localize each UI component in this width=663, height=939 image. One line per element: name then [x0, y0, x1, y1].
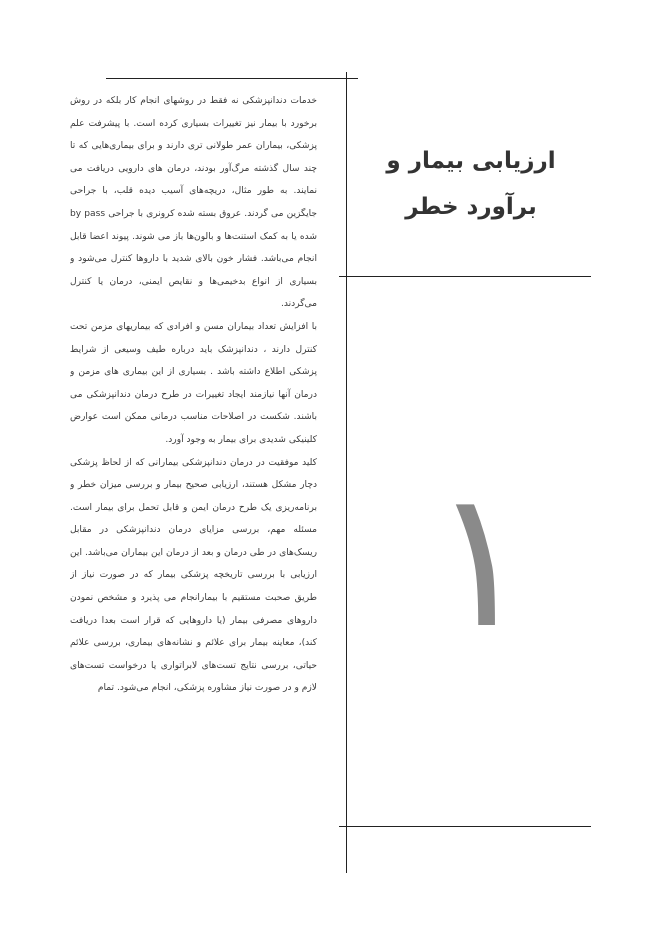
chapter-title: [366, 138, 576, 230]
chapter-number: ۱: [430, 449, 533, 670]
top-rule: [106, 78, 358, 79]
bottom-rule: [339, 826, 591, 827]
chapter-title-line-1: ارزیابی بیمار و: [386, 148, 556, 174]
title-bottom-rule: [339, 276, 591, 277]
body-paragraph-2: با افزایش تعداد بیماران مسن و افرادی که بیماریهای مزمن تحت کنترل دارند ، دندانپزشک باید درباره طیف وسیعی از شرایط پزشکی اطلاع داشته باشد . بسیاری از این بیماری های مزمن و درمان آنها نیازمند ایجاد تغییرات در طرح درمان دندانپزشکی می باشند. شکست در اصلاحات مناسب درمانی ممکن است عوارض کلینیکی شدیدی برای بیمار به وجود آورد.: [70, 321, 317, 445]
chapter-title-line-2: برآورد خطر: [405, 194, 537, 220]
body-text: [70, 90, 317, 880]
body-paragraph-1: خدمات دندانپزشکی نه فقط در روشهای انجام کار بلکه در روش برخورد با بیمار نیز تغییرات بسیاری کرده است. با پیشرفت علم پزشکی، بیماران عمر طولانی تری دارند و برای بیماری‌هایی که تا چند سال گذشته مرگ‌آور بودند، درمان های دارویی دریافت می نمایند. به طور مثال، دریچه‌های آسیب دیده قلب، با جراحی جایگزین می گردند. عروق بسته شده کرونری با جراحی by pass شده یا به کمک استنت‌ها و بالون‌ها باز می شوند. پیوند اعضا قابل انجام می‌باشد. فشار خون بالای شدید با داروها کنترل می‌شود و بسیاری از انواع بدخیمی‌ها و نقایص ایمنی، درمان یا کنترل می‌گردند.: [70, 96, 317, 310]
column-divider: [346, 72, 347, 873]
body-paragraph-3: کلید موفقیت در درمان دندانپزشکی بیمارانی که از لحاظ پزشکی دچار مشکل هستند، ارزیابی صحیح بیمار و بررسی میزان خطر و برنامه‌ریزی یک طرح درمان ایمن و قابل تحمل برای بیمار است. مسئله مهم، بررسی مزایای درمان دندانپزشکی در مقابل ریسک‌های در طی درمان و بعد از درمان این بیماران می‌باشد. این ارزیابی با بررسی تاریخچه پزشکی بیمار که در صورت نیاز از طریق صحبت مستقیم با بیمارانجام می پذیرد و مشخص نمودن داروهای مصرفی بیمار (یا داروهایی که قرار است بعدا دریافت کند)، معاینه بیمار برای علائم و نشانه‌های بیماری، بررسی علائم حیاتی، بررسی نتایج تست‌های لابراتواری یا درخواست تست‌های لازم و در صورت نیاز مشاوره پزشکی، انجام می‌شود. تمام: [70, 457, 317, 694]
